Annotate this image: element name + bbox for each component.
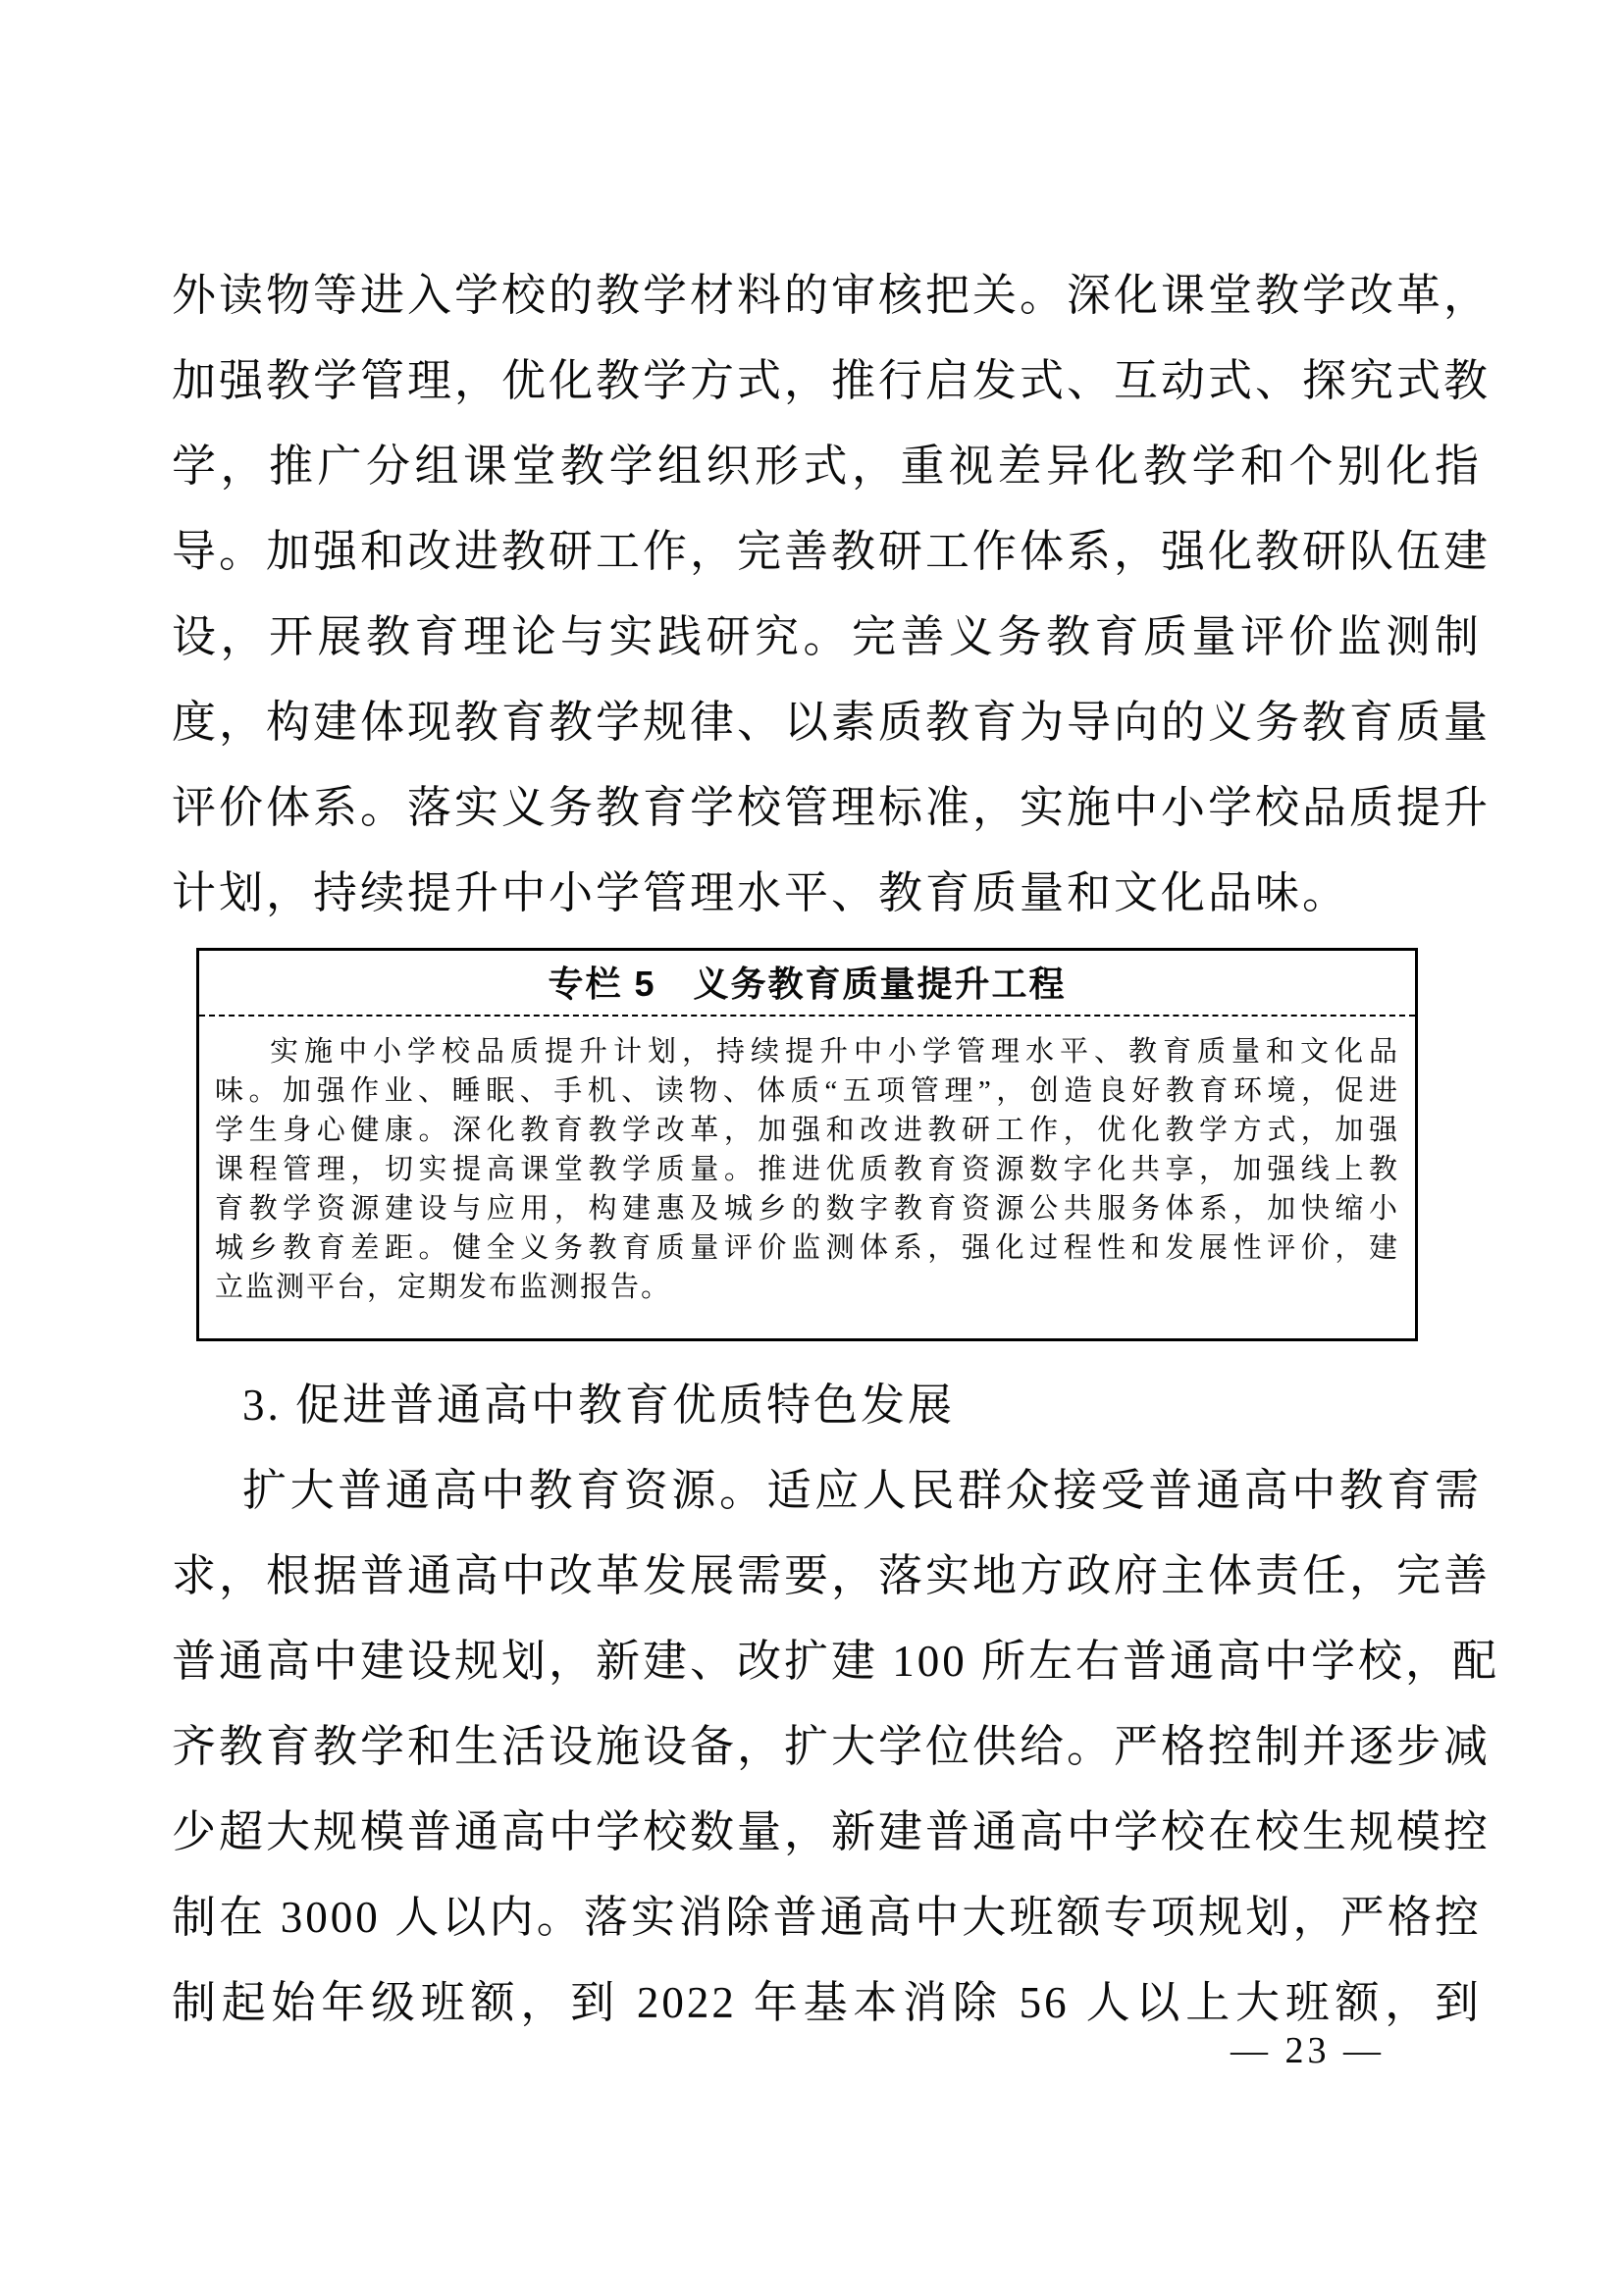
text-line: 制在 3000 人以内。落实消除普通高中大班额专项规划，严格控	[172, 1893, 1482, 1942]
text-line: 度，构建体现教育教学规律、以素质教育为导向的义务教育质量	[172, 698, 1492, 747]
page-number: — 23 —	[1231, 2030, 1385, 2071]
text-line: 评价体系。落实义务教育学校管理标准，实施中小学校品质提升	[172, 783, 1492, 832]
text-column	[172, 253, 1500, 2046]
feature-box	[196, 948, 1418, 1341]
text-line: 加强教学管理，优化教学方式，推行启发式、互动式、探究式教	[172, 356, 1492, 405]
text-line: 学生身心健康。深化教育教学改革，加强和改进教研工作，优化教学方式，加强	[215, 1115, 1399, 1146]
text-line: 计划，持续提升中小学管理水平、教育质量和文化品味。	[172, 868, 1350, 917]
text-line: 少超大规模普通高中学校数量，新建普通高中学校在校生规模控	[172, 1807, 1492, 1856]
text-line: 普通高中建设规划，新建、改扩建 100 所左右普通高中学校，配	[172, 1637, 1500, 1686]
text-line: 外读物等进入学校的教学材料的审核把关。深化课堂教学改革，	[172, 271, 1492, 320]
text-line: 齐教育教学和生活设施设备，扩大学位供给。严格控制并逐步减	[172, 1722, 1492, 1771]
paragraph-continuation	[172, 253, 1492, 936]
text-line: 立监测平台，定期发布监测报告。	[215, 1272, 672, 1303]
text-line: 制起始年级班额，到 2022 年基本消除 56 人以上大班额，到	[172, 1978, 1482, 2027]
section-paragraph	[172, 1448, 1500, 2046]
section-heading: 3. 促进普通高中教育优质特色发展	[242, 1381, 956, 1430]
text-line: 味。加强作业、睡眠、手机、读物、体质“五项管理”，创造良好教育环境，促进	[215, 1075, 1399, 1107]
text-line: 实施中小学校品质提升计划，持续提升中小学管理水平、教育质量和文化品	[270, 1036, 1399, 1068]
text-line: 导。加强和改进教研工作，完善教研工作体系，强化教研队伍建	[172, 527, 1492, 576]
text-line: 设，开展教育理论与实践研究。完善义务教育质量评价监测制	[172, 612, 1482, 661]
text-line: 城乡教育差距。健全义务教育质量评价监测体系，强化过程性和发展性评价，建	[215, 1232, 1399, 1264]
text-line: 求，根据普通高中改革发展需要，落实地方政府主体责任，完善	[172, 1551, 1492, 1600]
text-line: 学，推广分组课堂教学组织形式，重视差异化教学和个别化指	[172, 442, 1482, 491]
feature-box-title: 专栏 5 义务教育质量提升工程	[199, 951, 1415, 1017]
text-line: 扩大普通高中教育资源。适应人民群众接受普通高中教育需	[242, 1466, 1482, 1515]
text-line: 课程管理，切实提高课堂教学质量。推进优质教育资源数字化共享，加强线上教	[215, 1154, 1399, 1185]
text-line: 育教学资源建设与应用，构建惠及城乡的数字教育资源公共服务体系，加快缩小	[215, 1193, 1399, 1225]
feature-box-body	[199, 1017, 1415, 1338]
